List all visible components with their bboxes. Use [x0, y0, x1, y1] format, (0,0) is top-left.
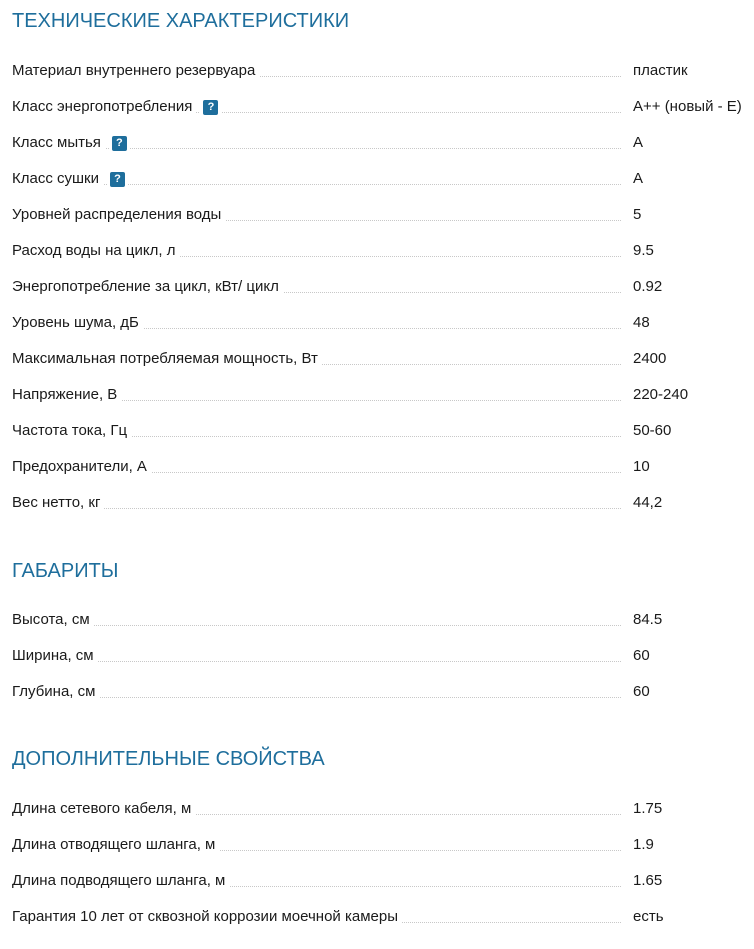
spec-label-text: Энергопотребление за цикл, кВт/ цикл	[12, 275, 283, 299]
spec-value: 10	[633, 458, 650, 475]
question-icon[interactable]: ?	[112, 136, 127, 151]
spec-value: 60	[633, 683, 650, 700]
spec-row	[12, 275, 754, 299]
spec-value: 44,2	[633, 494, 663, 511]
spec-label	[12, 905, 402, 929]
spec-value: 2400	[633, 350, 667, 367]
spec-label-text: Материал внутреннего резервуара	[12, 59, 259, 83]
spec-row	[12, 680, 754, 704]
spec-row	[12, 644, 754, 668]
spec-label-text: Гарантия 10 лет от сквозной коррозии моечной камеры	[12, 905, 402, 929]
spec-row	[12, 95, 754, 119]
spec-label	[12, 167, 125, 191]
spec-label	[12, 383, 121, 407]
spec-row	[12, 455, 754, 479]
spec-value: пластик	[633, 62, 688, 79]
spec-row	[12, 383, 754, 407]
spec-value: есть	[633, 908, 664, 925]
spec-label-text: Класс энергопотребления	[12, 95, 196, 119]
spec-label-text: Частота тока, Гц	[12, 419, 131, 443]
spec-row	[12, 239, 754, 263]
spec-row	[12, 419, 754, 443]
spec-row	[12, 608, 754, 632]
spec-row	[12, 797, 754, 821]
spec-label	[12, 203, 225, 227]
spec-value: A	[633, 134, 644, 151]
spec-row	[12, 491, 754, 515]
question-icon[interactable]: ?	[110, 172, 125, 187]
spec-label	[12, 419, 131, 443]
spec-label-text: Напряжение, В	[12, 383, 121, 407]
spec-label	[12, 275, 283, 299]
spec-label-text: Глубина, см	[12, 680, 99, 704]
spec-row	[12, 131, 754, 155]
spec-row	[12, 905, 754, 929]
spec-value: 1.9	[633, 836, 654, 853]
section-dimensions-title: ГАБАРИТЫ	[12, 560, 119, 582]
spec-label-text: Класс мытья	[12, 131, 105, 155]
spec-label	[12, 311, 143, 335]
spec-label-text: Расход воды на цикл, л	[12, 239, 179, 263]
spec-label	[12, 95, 218, 119]
spec-value: 9.5	[633, 242, 654, 259]
spec-row	[12, 347, 754, 371]
spec-value: 48	[633, 314, 650, 331]
spec-value: 50-60	[633, 422, 672, 439]
spec-value: 0.92	[633, 278, 663, 295]
spec-label-text: Высота, см	[12, 608, 94, 632]
spec-label-text: Длина сетевого кабеля, м	[12, 797, 195, 821]
spec-label	[12, 680, 99, 704]
spec-label-text: Уровней распределения воды	[12, 203, 225, 227]
spec-label-text: Ширина, см	[12, 644, 98, 668]
spec-row	[12, 167, 754, 191]
spec-label-text: Предохранители, А	[12, 455, 151, 479]
spec-row	[12, 59, 754, 83]
spec-row	[12, 203, 754, 227]
spec-label	[12, 455, 151, 479]
spec-value: 1.75	[633, 800, 663, 817]
spec-label-text: Уровень шума, дБ	[12, 311, 143, 335]
spec-label	[12, 131, 127, 155]
spec-label	[12, 59, 259, 83]
spec-label-text: Длина отводящего шланга, м	[12, 833, 219, 857]
spec-label	[12, 797, 195, 821]
spec-label	[12, 347, 322, 371]
spec-label-text: Максимальная потребляемая мощность, Вт	[12, 347, 322, 371]
section-additional-title: ДОПОЛНИТЕЛЬНЫЕ СВОЙСТВА	[12, 748, 325, 770]
spec-value: 60	[633, 647, 650, 664]
spec-label	[12, 491, 104, 515]
spec-label-text: Длина подводящего шланга, м	[12, 869, 229, 893]
spec-label-text: Вес нетто, кг	[12, 491, 104, 515]
dotted-leader	[12, 661, 621, 662]
spec-label	[12, 608, 94, 632]
section-technical-title: ТЕХНИЧЕСКИЕ ХАРАКТЕРИСТИКИ	[12, 10, 350, 32]
spec-value: 5	[633, 206, 642, 223]
spec-label	[12, 869, 229, 893]
spec-value: 220-240	[633, 386, 689, 403]
spec-label	[12, 644, 98, 668]
question-icon[interactable]: ?	[203, 100, 218, 115]
spec-row	[12, 833, 754, 857]
dotted-leader	[12, 625, 621, 626]
dotted-leader	[12, 697, 621, 698]
spec-label	[12, 833, 219, 857]
spec-value: A++ (новый - E)	[633, 98, 742, 115]
spec-value: A	[633, 170, 644, 187]
spec-value: 84.5	[633, 611, 663, 628]
spec-row	[12, 869, 754, 893]
spec-label-text: Класс сушки	[12, 167, 103, 191]
spec-row	[12, 311, 754, 335]
spec-value: 1.65	[633, 872, 663, 889]
spec-label	[12, 239, 179, 263]
